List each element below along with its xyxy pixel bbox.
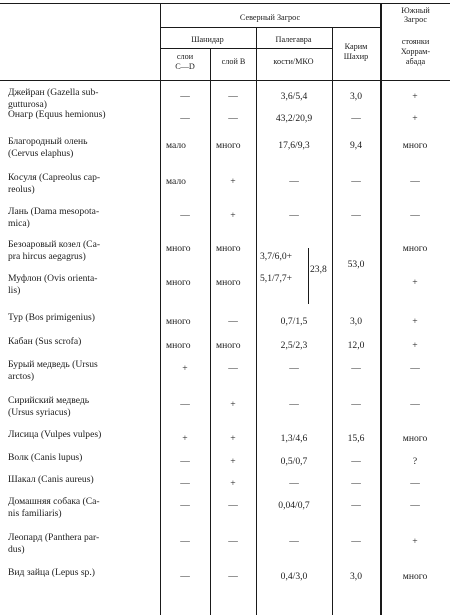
south-zagros-value: —: [410, 176, 420, 187]
species-name-line: Благородный олень: [8, 136, 88, 147]
species-name-line: reolus): [8, 184, 35, 195]
layer-cd-value: —: [180, 536, 190, 547]
species-name: [8, 359, 158, 383]
south-zagros-value: —: [410, 500, 420, 511]
karim-shahir-value: 3,0: [350, 91, 362, 102]
header-layers-cd-line1: слои: [176, 52, 194, 61]
palegavra-value: 5,1/7,7+: [260, 273, 293, 284]
species-name-line: Шакал (Canis aureus): [8, 474, 94, 485]
species-name-line: arctos): [8, 371, 35, 382]
species-name: [8, 496, 158, 520]
layer-b-value: —: [228, 571, 238, 582]
col-rule-0: [160, 3, 161, 615]
species-name: [8, 273, 158, 297]
south-zagros-value: ?: [412, 456, 418, 467]
layer-b-value: +: [230, 176, 236, 187]
layer-b-value: +: [230, 433, 236, 444]
palegavra-value: 0,5/0,7: [280, 456, 308, 467]
karim-shahir-value: —: [351, 456, 361, 467]
col-rule-3: [332, 27, 333, 615]
palegavra-value: 1,3/4,6: [280, 433, 308, 444]
species-name: [8, 136, 158, 160]
header-layers-cd: [160, 52, 210, 72]
layer-cd-value: много: [166, 340, 191, 351]
shanidar-sub-rule: [160, 48, 256, 49]
species-name: [8, 452, 158, 464]
header-karim-line2: Шахир: [343, 52, 369, 61]
top-rule: [0, 3, 450, 4]
palegavra-value: 43,2/20,9: [275, 113, 313, 124]
col-rule-2: [256, 27, 257, 615]
layer-b-value: —: [228, 316, 238, 327]
layer-b-value: много: [216, 277, 241, 288]
layer-cd-value: много: [166, 316, 191, 327]
karim-shahir-value: 3,0: [350, 316, 362, 327]
species-name-line: pra hircus aegagrus): [8, 251, 86, 262]
karim-shahir-value: —: [351, 210, 361, 221]
south-zagros-value: много: [402, 433, 428, 444]
layer-cd-value: мало: [166, 140, 186, 151]
species-name: [8, 87, 158, 111]
layer-cd-value: —: [180, 91, 190, 102]
species-name: [8, 109, 158, 121]
palegavra-value: —: [289, 363, 299, 374]
palegavra-value: 17,6/9,3: [278, 140, 310, 151]
layer-b-value: много: [216, 140, 241, 151]
species-name-line: Лань (Dama mesopota-: [8, 206, 100, 217]
south-zagros-value: —: [410, 478, 420, 489]
layer-b-value: +: [230, 210, 236, 221]
header-south-sub-line2: Хоррам-: [400, 47, 431, 56]
south-zagros-value: +: [412, 91, 418, 102]
species-name: [8, 336, 158, 348]
layer-cd-value: мало: [166, 176, 186, 187]
header-karim-line1: Карим: [344, 42, 368, 51]
karim-shahir-value: —: [351, 536, 361, 547]
header-south-zagros-1: [381, 6, 450, 24]
palegavra-value: 2,5/2,3: [280, 340, 308, 351]
col-rule-4b: [381, 3, 382, 615]
layer-cd-value: —: [180, 399, 190, 410]
layer-b-value: —: [228, 91, 238, 102]
layer-cd-value: —: [180, 113, 190, 124]
karim-shahir-value: 3,0: [350, 571, 362, 582]
species-name: [8, 395, 158, 419]
species-name: [8, 474, 158, 486]
header-south-sub-line1: стоянки: [401, 37, 430, 46]
species-name-line: Косуля (Capreolus cap-: [8, 172, 101, 183]
col-rule-1: [210, 48, 211, 615]
species-name-line: Онагр (Equus hemionus): [8, 109, 106, 120]
palegavra-value: 0,04/0,7: [278, 500, 310, 511]
species-name: [8, 532, 158, 556]
layer-b-value: +: [230, 399, 236, 410]
palegavra-sub-rule: [256, 48, 332, 49]
layer-cd-value: —: [180, 478, 190, 489]
species-name-line: Безоаровый козел (Ca-: [8, 239, 101, 250]
header-south-sub: [381, 37, 450, 67]
karim-shahir-value: 15,6: [347, 433, 365, 444]
species-name-line: mica): [8, 218, 30, 229]
south-zagros-value: много: [402, 140, 428, 151]
karim-shahir-value: —: [351, 500, 361, 511]
species-name-line: (Cervus elaphus): [8, 148, 74, 159]
layer-b-value: —: [228, 536, 238, 547]
species-name: [8, 312, 158, 324]
header-layers-cd-line2: C—D: [175, 62, 195, 71]
karim-shahir-value: —: [351, 363, 361, 374]
karim-shahir-value: —: [351, 176, 361, 187]
layer-b-value: +: [230, 478, 236, 489]
header-south-zagros: Южный Загрос: [401, 6, 430, 24]
header-karim-shahir: [333, 42, 379, 62]
karim-shahir-value: —: [351, 478, 361, 489]
species-name-line: Домашняя собака (Ca-: [8, 496, 100, 507]
palegavra-value: 3,7/6,0+: [260, 251, 293, 262]
south-zagros-value: много: [402, 571, 428, 582]
species-name-line: Сирийский медведь: [8, 395, 90, 406]
species-name: [8, 239, 158, 263]
species-name: [8, 567, 158, 579]
header-south-sub-line3: абада: [405, 57, 426, 66]
layer-cd-value: +: [182, 363, 188, 374]
palegavra-value: —: [289, 478, 299, 489]
layer-cd-value: +: [182, 433, 188, 444]
layer-cd-value: много: [166, 277, 191, 288]
species-name-line: Джейран (Gazella sub-: [8, 87, 99, 98]
species-name-line: nis familiaris): [8, 508, 62, 519]
layer-cd-value: много: [166, 243, 191, 254]
header-north-zagros: Северный Загрос: [239, 13, 301, 22]
layer-b-value: много: [216, 340, 241, 351]
layer-cd-value: —: [180, 456, 190, 467]
species-name: [8, 429, 158, 441]
species-name-line: Бурый медведь (Ursus: [8, 359, 98, 370]
bracket-total-value: 23,8: [310, 264, 327, 275]
bracket-vertical: [308, 248, 309, 304]
header-layer-b: слой B: [221, 57, 246, 66]
layer-b-value: много: [216, 243, 241, 254]
south-zagros-value: —: [410, 363, 420, 374]
palegavra-value: —: [289, 176, 299, 187]
header-shanidar: Шанидар: [191, 35, 224, 44]
karim-shahir-value: —: [351, 113, 361, 124]
species-name-line: Тур (Bos primigenius): [8, 312, 95, 323]
layer-b-value: +: [230, 456, 236, 467]
south-zagros-value: +: [412, 340, 418, 351]
south-zagros-value: много: [402, 243, 428, 254]
species-name: [8, 206, 158, 230]
karim-shahir-value: 12,0: [347, 340, 365, 351]
species-name-line: Лисица (Vulpes vulpes): [8, 429, 102, 440]
species-name-line: Вид зайца (Lepus sp.): [8, 567, 95, 578]
north-sub-rule: [160, 27, 380, 28]
species-name-line: Леопард (Panthera par-: [8, 532, 100, 543]
palegavra-value: 0,4/3,0: [280, 571, 308, 582]
species-name-line: Кабан (Sus scrofa): [8, 336, 82, 347]
south-zagros-value: +: [412, 536, 418, 547]
species-name-line: gutturosa): [8, 99, 47, 110]
palegavra-value: 3,6/5,4: [280, 91, 308, 102]
species-name-line: lis): [8, 285, 21, 296]
layer-b-value: —: [228, 500, 238, 511]
layer-b-value: —: [228, 113, 238, 124]
layer-b-value: —: [228, 363, 238, 374]
karim-shahir-value: 53,0: [347, 259, 365, 270]
species-name-line: Волк (Canis lupus): [8, 452, 83, 463]
palegavra-value: 0,7/1,5: [280, 316, 308, 327]
layer-cd-value: —: [180, 210, 190, 221]
palegavra-value: —: [289, 536, 299, 547]
south-zagros-value: +: [412, 113, 418, 124]
palegavra-value: —: [289, 399, 299, 410]
species-name-line: (Ursus syriacus): [8, 407, 71, 418]
palegavra-value: —: [289, 210, 299, 221]
layer-cd-value: —: [180, 500, 190, 511]
south-zagros-value: —: [410, 399, 420, 410]
species-name-line: dus): [8, 544, 25, 555]
species-name-line: Муфлон (Ovis orienta-: [8, 273, 98, 284]
karim-shahir-value: 9,4: [350, 140, 362, 151]
header-bones-mko: кости/МКО: [273, 57, 314, 66]
karim-shahir-value: —: [351, 399, 361, 410]
south-zagros-value: +: [412, 316, 418, 327]
header-bottom-rule: [0, 80, 450, 81]
layer-cd-value: —: [180, 571, 190, 582]
species-name: [8, 172, 158, 196]
south-zagros-value: —: [410, 210, 420, 221]
south-zagros-value: +: [412, 277, 418, 288]
header-palegavra: Палегавра: [275, 35, 312, 44]
